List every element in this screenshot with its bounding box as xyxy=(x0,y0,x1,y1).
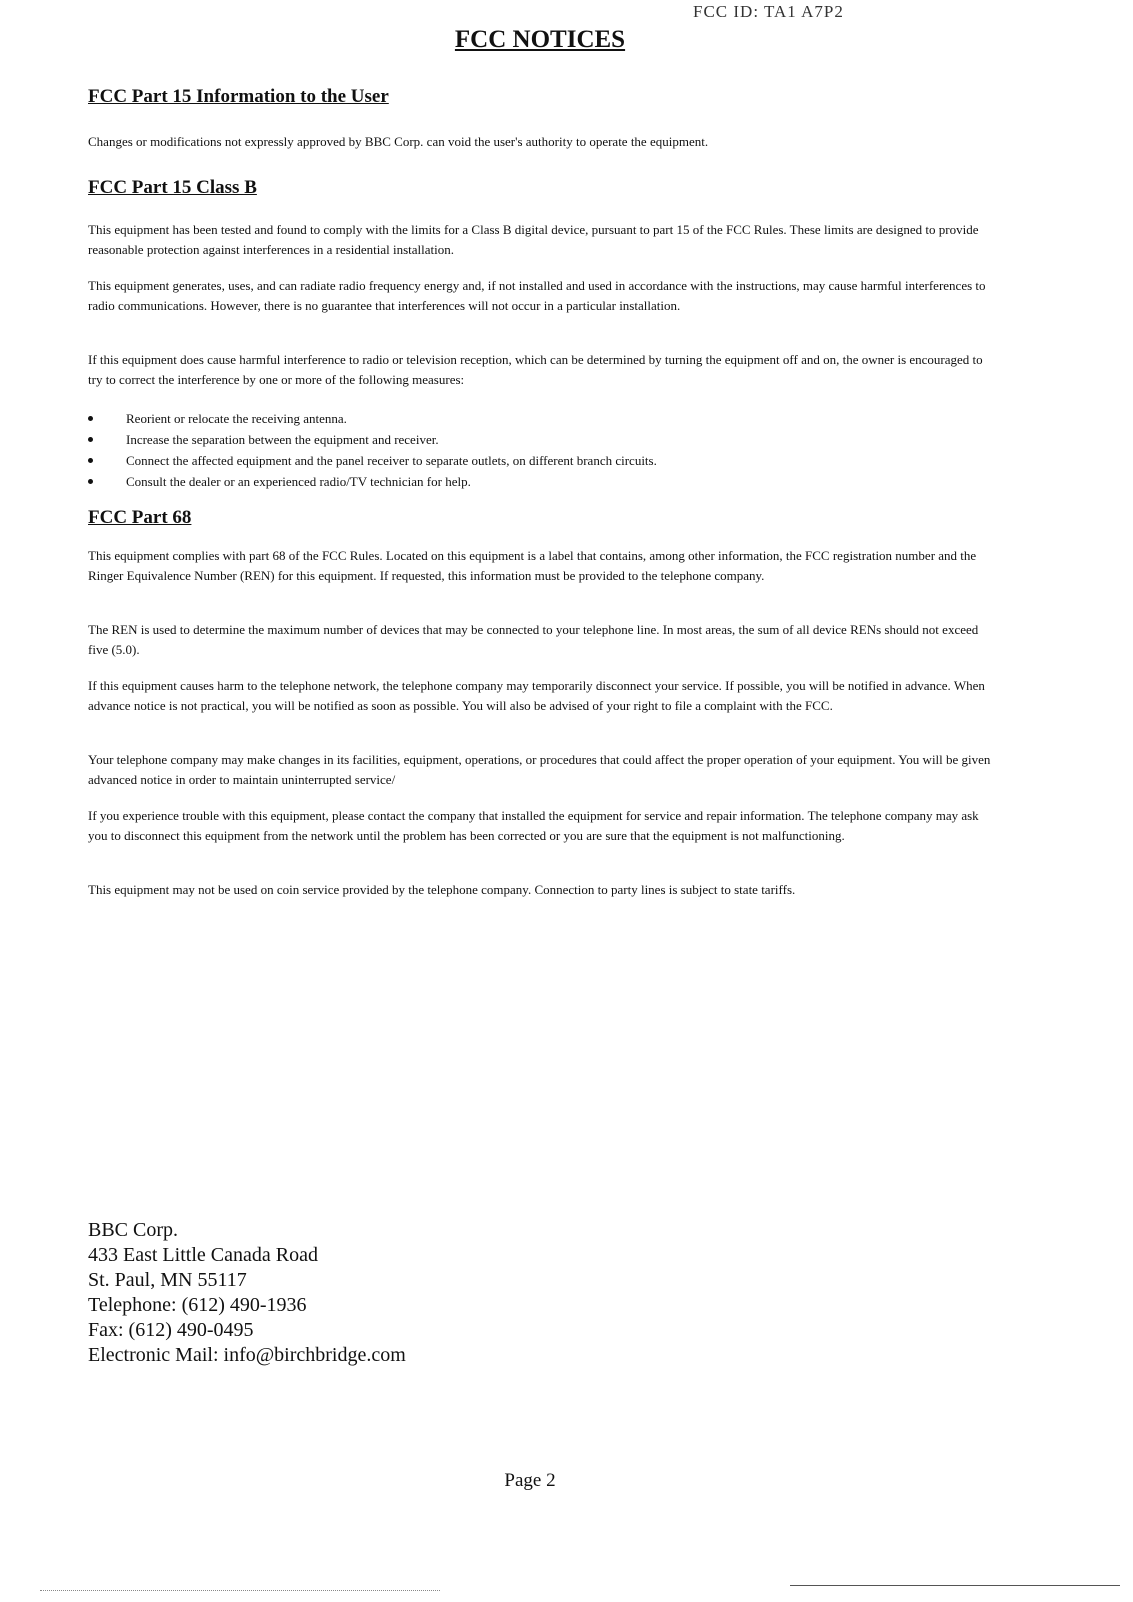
bullet-icon xyxy=(88,416,93,421)
paragraph-classb-compliance: This equipment has been tested and found to comply with the limits for a Class B digital device, pursuant to part 15 of the FCC Rules. These limits are designed to provide reasonable protection against interferences in a residential installation. xyxy=(88,222,979,257)
measure-text: Reorient or relocate the receiving antenna. xyxy=(126,411,347,426)
measure-text: Consult the dealer or an experienced radio/TV technician for help. xyxy=(126,474,471,489)
paragraph-ren: The REN is used to determine the maximum number of devices that may be connected to your telephone line. In most areas, the sum of all device RENs should not exceed five (5.0). xyxy=(88,622,979,657)
paragraph-interference-measures: If this equipment does cause harmful interference to radio or television reception, which can be determined by turning the equipment off and on, the owner is encouraged to try to correct the interference by one or more of the following measures: xyxy=(88,352,983,387)
scan-artifact-line xyxy=(40,1590,440,1592)
list-item xyxy=(88,471,993,492)
fcc-id-label: FCC ID: TA1 A7P2 xyxy=(693,2,844,21)
heading-part15-classb: FCC Part 15 Class B xyxy=(88,177,257,198)
paragraph-part68-label: This equipment complies with part 68 of the FCC Rules. Located on this equipment is a label that contains, among other information, the FCC registration number and the Ringer Equivalence Number (REN) for this equipment. If requested, this information must be provided to the telephone company. xyxy=(88,548,977,583)
page-number: Page 2 xyxy=(504,1470,556,1491)
heading-part15-user: FCC Part 15 Information to the User xyxy=(88,86,389,107)
city-state-zip: St. Paul, MN 55117 xyxy=(88,1269,247,1291)
paragraph-rf-energy: This equipment generates, uses, and can radiate radio frequency energy and, if not installed and used in accordance with the instructions, may cause harmful interferences to radio communications. However, there is no guarantee that interferences will not occur in a particular installation. xyxy=(88,278,986,313)
measure-text: Increase the separation between the equipment and receiver. xyxy=(126,432,439,447)
paragraph-company-changes: Your telephone company may make changes in its facilities, equipment, operations, or procedures that could affect the proper operation of your equipment. You will be given advanced notice in order to maintain uninterrupted service/ xyxy=(88,752,991,787)
list-item xyxy=(88,450,993,471)
paragraph-network-harm: If this equipment causes harm to the telephone network, the telephone company may temporarily disconnect your service. If possible, you will be notified in advance. When advance notice is not practical, you will be notified as soon as possible. You will also be advised of your right to file a complaint with the FCC. xyxy=(88,678,985,713)
telephone-number: Telephone: (612) 490-1936 xyxy=(88,1294,307,1316)
paragraph-trouble: If you experience trouble with this equipment, please contact the company that installed the equipment for service and repair information. The telephone company may ask you to disconnect this equipment from the network until the problem has been corrected or you are sure that the equipment is not malfunctioning. xyxy=(88,808,979,843)
company-address xyxy=(88,1218,406,1368)
measures-list xyxy=(88,408,993,492)
email-address: Electronic Mail: info@birchbridge.com xyxy=(88,1344,406,1366)
fax-number: Fax: (612) 490-0495 xyxy=(88,1319,254,1341)
paragraph-coin-service: This equipment may not be used on coin service provided by the telephone company. Connection to party lines is subject to state tariffs. xyxy=(88,882,796,897)
measure-text: Connect the affected equipment and the panel receiver to separate outlets, on different branch circuits. xyxy=(126,453,657,468)
company-name: BBC Corp. xyxy=(88,1219,179,1241)
street-address: 433 East Little Canada Road xyxy=(88,1244,318,1266)
scan-artifact-line xyxy=(790,1585,1120,1586)
bullet-icon xyxy=(88,458,93,463)
heading-part68: FCC Part 68 xyxy=(88,507,192,528)
list-item xyxy=(88,429,993,450)
bullet-icon xyxy=(88,437,93,442)
page-title: FCC NOTICES xyxy=(454,26,626,53)
bullet-icon xyxy=(88,479,93,484)
paragraph-modifications: Changes or modifications not expressly approved by BBC Corp. can void the user's authority to operate the equipment. xyxy=(88,134,709,149)
list-item xyxy=(88,408,993,429)
